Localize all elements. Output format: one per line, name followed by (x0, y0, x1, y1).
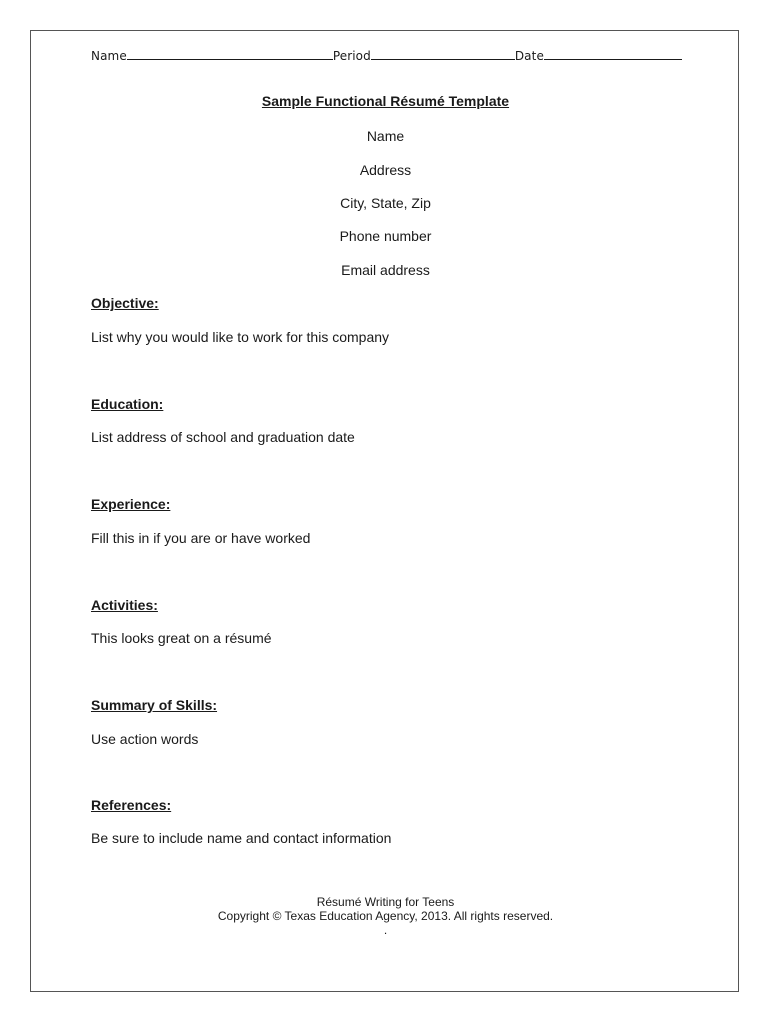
experience-text: Fill this in if you are or have worked (91, 530, 311, 546)
references-heading: References: (91, 797, 172, 813)
skills-heading: Summary of Skills: (91, 697, 218, 713)
date-field-label: Date (514, 49, 544, 63)
contact-name: Name (366, 128, 405, 144)
education-text: List address of school and graduation date (91, 429, 355, 445)
date-field-blank[interactable] (544, 48, 682, 60)
references-text: Be sure to include name and contact information (91, 830, 392, 846)
objective-text: List why you would like to work for this company (91, 329, 390, 345)
activities-heading: Activities: (91, 597, 158, 613)
name-field-blank[interactable] (127, 48, 333, 60)
footer-book-title: Résumé Writing for Teens (316, 895, 455, 909)
footer-copyright: Copyright © Texas Education Agency, 2013. All rights reserved. (217, 909, 554, 923)
skills-text: Use action words (91, 731, 199, 747)
period-field-blank[interactable] (371, 48, 515, 60)
contact-email: Email address (341, 262, 430, 278)
period-field-label: Period (332, 49, 371, 63)
activities-text: This looks great on a résumé (91, 630, 272, 646)
student-info-line (91, 48, 682, 63)
education-heading: Education: (91, 396, 164, 412)
objective-heading: Objective: (91, 295, 159, 311)
contact-address: Address (359, 162, 412, 178)
document-title: Sample Functional Résumé Template (261, 93, 510, 109)
contact-city-state-zip: City, State, Zip (340, 195, 431, 211)
name-field-label: Name (91, 49, 127, 63)
document-page (30, 30, 739, 992)
contact-phone: Phone number (339, 228, 432, 244)
experience-heading: Experience: (91, 496, 171, 512)
footer-dot: . (383, 923, 388, 937)
